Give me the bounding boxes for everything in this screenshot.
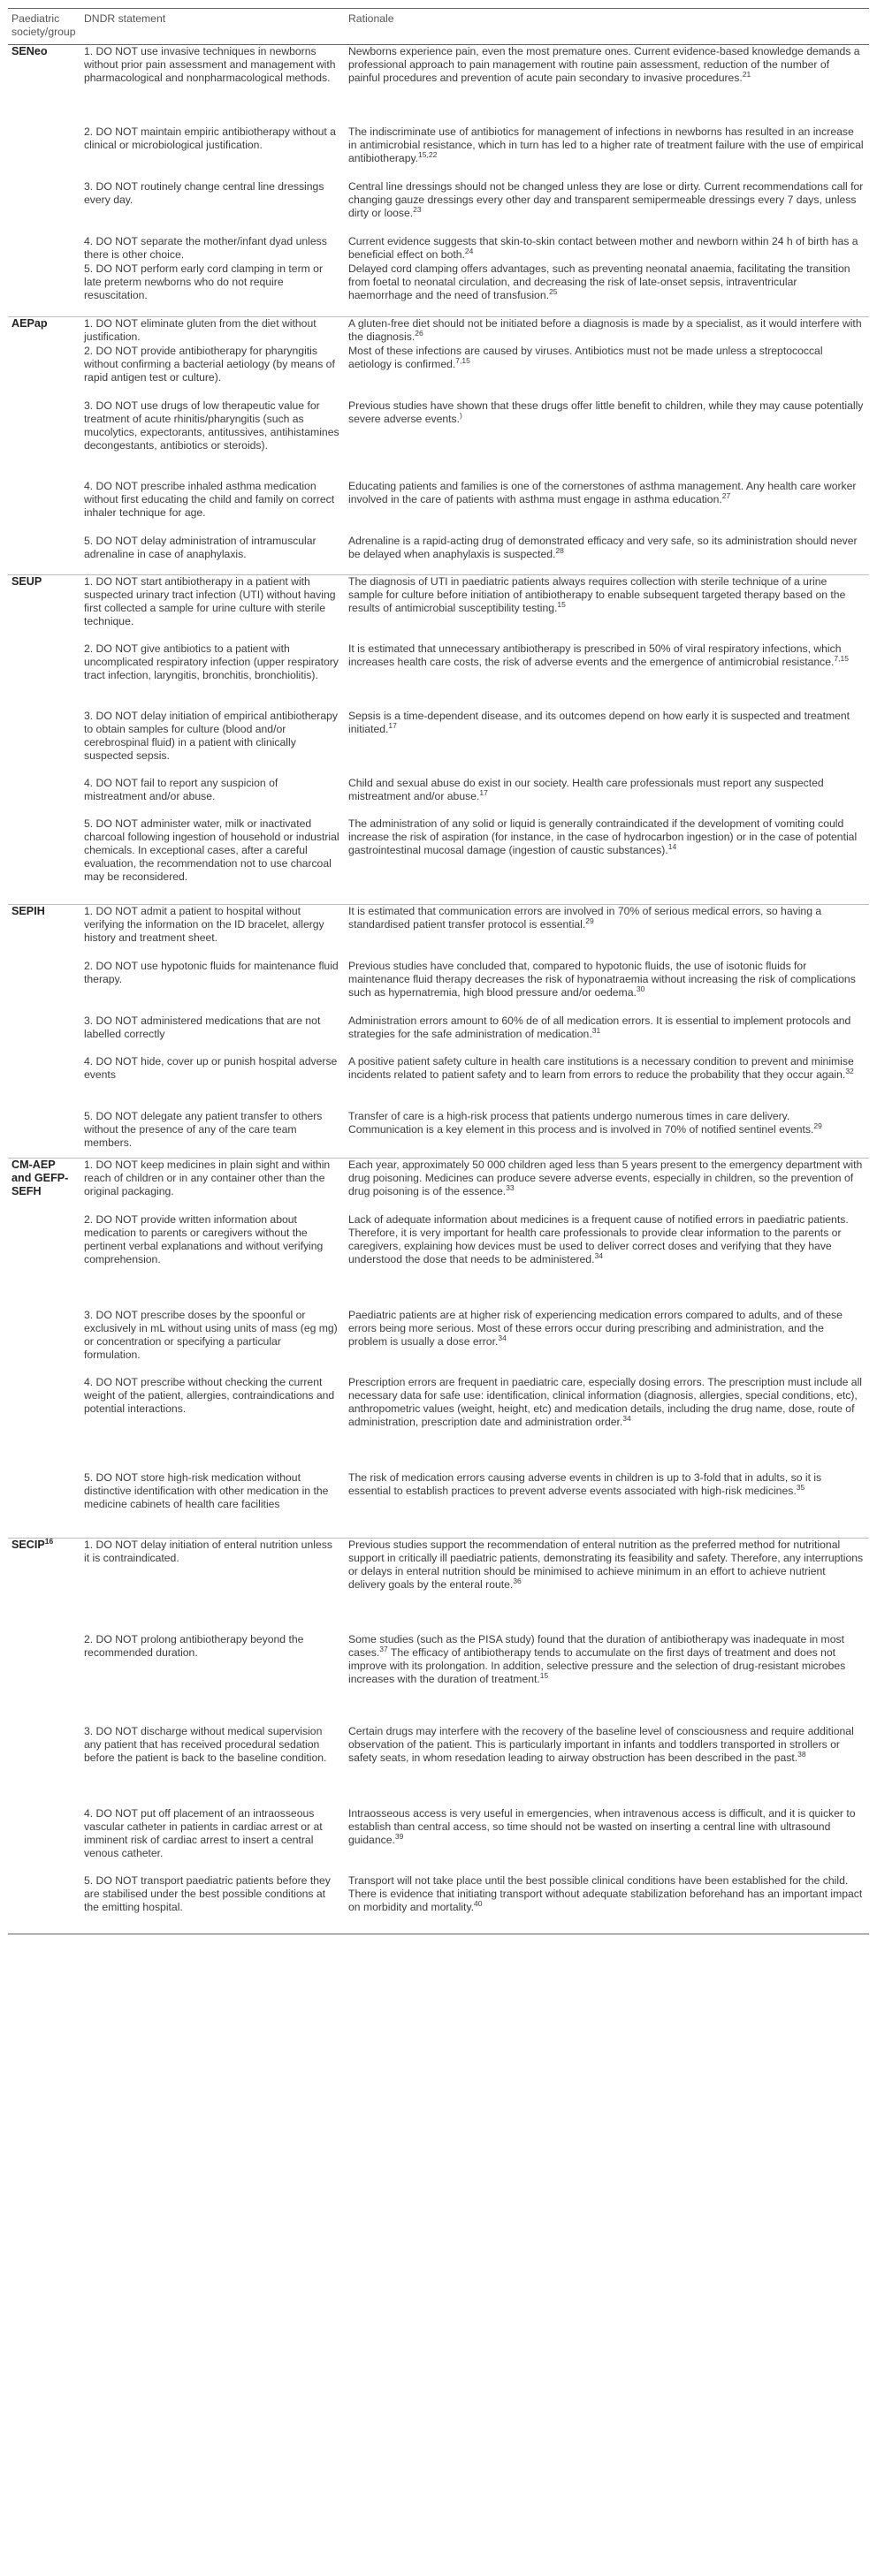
statement-text: 5. DO NOT perform early cord clamping in term or late preterm newborns who do not require resuscitation. bbox=[84, 262, 324, 301]
statement-cell bbox=[80, 777, 345, 817]
rationale-ref: 33 bbox=[506, 1183, 515, 1193]
rationale-text: Previous studies have concluded that, compared to hypotonic fluids, the use of isotonic fluids for maintenance fluid therapy decreases the risk of hyponatraemia without increasing the risk of complications such as hypernatremia, high blood pressure and/or oedema. bbox=[348, 959, 856, 999]
rationale-text: It is estimated that communication errors are involved in 70% of serious medical errors, so having a standardised patient transfer protocol is essential. bbox=[348, 905, 822, 931]
statement-text: 4. DO NOT put off placement of an intraosseous vascular catheter in patients in cardiac arrest or at imminent risk of cardiac arrest to insert a central venous catheter. bbox=[84, 1806, 323, 1859]
statement-cell bbox=[80, 399, 345, 480]
table-row bbox=[8, 1213, 869, 1309]
group-cell bbox=[8, 1014, 80, 1055]
statement-cell bbox=[80, 575, 345, 642]
table-row bbox=[8, 235, 869, 262]
group-cell bbox=[8, 817, 80, 905]
rationale-text: Adrenaline is a rapid-acting drug of demonstrated efficacy and very safe, so its administration should never be delayed when anaphylaxis is suspected. bbox=[348, 534, 858, 560]
statement-text: 4. DO NOT prescribe inhaled asthma medication without first educating the child and family on correct inhaler technique for age. bbox=[84, 479, 335, 519]
group-cell bbox=[8, 1159, 80, 1213]
table-row bbox=[8, 1539, 869, 1633]
rationale-text: The risk of medication errors causing adverse events in children is up to 3-fold that in adults, so it is essential to establish practices to prevent adverse events associated with high-risk medicines. bbox=[348, 1470, 822, 1497]
rationale-cell bbox=[345, 710, 869, 777]
table-row bbox=[8, 710, 869, 777]
statement-text: 1. DO NOT delay initiation of enteral nutrition unless it is contraindicated. bbox=[84, 1539, 332, 1565]
rationale-text: Newborns experience pain, even the most premature ones. Current evidence-based knowledge demands a professional approach to pain management with routine pain assessment, reduction of the number of painful procedures and prevention of acute pain secondary to invasive procedures. bbox=[348, 45, 860, 85]
group-cell bbox=[8, 777, 80, 817]
rationale-ref: 15,22 bbox=[418, 149, 438, 159]
group-cell bbox=[8, 1539, 80, 1633]
rationale-text: A positive patient safety culture in health care institutions is a necessary condition to prevent and minimise incidents related to patient safety and to learn from errors to reduce the probability that they occur again. bbox=[348, 1054, 854, 1081]
statement-text: 3. DO NOT administered medications that are not labelled correctly bbox=[84, 1014, 321, 1040]
group-cell bbox=[8, 642, 80, 710]
statement-text: 5. DO NOT transport paediatric patients before they are stabilised under the best possible conditions at the emitting hospital. bbox=[84, 1873, 331, 1913]
statement-text: 1. DO NOT admit a patient to hospital without verifying the information on the ID bracelet, allergy history and treatment sheet. bbox=[84, 905, 324, 945]
rationale-text: Previous studies have shown that these drugs offer little benefit to children, while they may cause potentially severe adverse events. bbox=[348, 399, 864, 425]
rationale-text: Each year, approximately 50 000 children aged less than 5 years present to the emergency department with drug poisoning. Medicines can produce severe adverse events, especially in children, so the prevention of drug poisoning is of the essence. bbox=[348, 1159, 863, 1198]
table-row bbox=[8, 1110, 869, 1159]
table-row bbox=[8, 125, 869, 180]
group-cell bbox=[8, 180, 80, 235]
statement-cell bbox=[80, 262, 345, 317]
rationale-ref: 40 bbox=[474, 1898, 483, 1908]
table-row bbox=[8, 1807, 869, 1874]
group-cell bbox=[8, 45, 80, 125]
rationale-text: Previous studies support the recommendation of enteral nutrition as the preferred method for nutritional support in critically ill paediatric patients, demonstrating its feasibility and safety. Therefore, any interruptions or delays in enteral nutrition should be minimised to achieve minimum in an effort to achieve nutrient delivery goals by the enteral route. bbox=[348, 1539, 864, 1592]
statement-text: 2. DO NOT prolong antibiotherapy beyond the recommended duration. bbox=[84, 1632, 304, 1659]
rationale-text: Delayed cord clamping offers advantages, such as preventing neonatal anaemia, facilitating the transition from foetal to neonatal circulation, and decreasing the risk of late-onset sepsis, intraventricular haemorrhage and the need of transfusion. bbox=[348, 262, 850, 301]
rationale-ref: 26 bbox=[415, 329, 423, 338]
rationale-text: Prescription errors are frequent in paediatric care, especially dosing errors. The prescription must include all necessary data for safe use: identification, clinical information (diagnosis, allergies, special conditions, etc), anthropometric values (weight, height, etc) and medication details, including the drug name, dose, route of administration, prescription date and administration order. bbox=[348, 1375, 862, 1428]
table-row bbox=[8, 317, 869, 345]
rationale-text: Certain drugs may interfere with the recovery of the baseline level of consciousness and require additional observation of the patient. This is particularly important in infants and toddlers transported in strollers or safety seats, in whom resedation leading to airway obstruction has been described in the past. bbox=[348, 1724, 854, 1764]
statement-text: 1. DO NOT eliminate gluten from the diet without justification. bbox=[84, 317, 316, 344]
rationale-text: Transport will not take place until the best possible clinical conditions have been established for the child. There is evidence that initiating transport without adequate stabilization beforehand has an important impact on morbidity and mortality. bbox=[348, 1873, 863, 1913]
statement-cell bbox=[80, 180, 345, 235]
rationale-cell bbox=[345, 1539, 869, 1633]
group-cell bbox=[8, 399, 80, 480]
table-row bbox=[8, 817, 869, 905]
group-cell bbox=[8, 1874, 80, 1934]
rationale-text: Child and sexual abuse do exist in our society. Health care professionals must report any suspected mistreatment and/or abuse. bbox=[348, 776, 824, 802]
group-name: CM-AEP and GEFP-SEFH bbox=[11, 1159, 69, 1198]
rationale-cell bbox=[345, 777, 869, 817]
rationale-ref: 36 bbox=[513, 1577, 522, 1586]
statement-text: 3. DO NOT discharge without medical supervision any patient that has received procedural sedation before the patient is back to the baseline condition. bbox=[84, 1724, 327, 1764]
rationale-ref: 32 bbox=[845, 1066, 854, 1075]
header-rationale: Rationale bbox=[345, 9, 869, 45]
statement-text: 1. DO NOT start antibiotherapy in a patient with suspected urinary tract infection (UTI) without having first collected a sample for urine culture with sterile technique. bbox=[84, 575, 336, 628]
statement-text: 1. DO NOT keep medicines in plain sight and within reach of children or in any container other than the original packaging. bbox=[84, 1159, 331, 1198]
table-row bbox=[8, 960, 869, 1014]
rationale-text: A gluten-free diet should not be initiated before a diagnosis is made by a specialist, as it would interfere with the diagnosis. bbox=[348, 317, 862, 344]
rationale-ref: 29 bbox=[813, 1121, 822, 1130]
statement-cell bbox=[80, 642, 345, 710]
group-ref: 16 bbox=[44, 1537, 54, 1546]
table-row bbox=[8, 1055, 869, 1110]
table-row bbox=[8, 1309, 869, 1376]
group-name: SEUP bbox=[11, 575, 42, 589]
table-body bbox=[8, 45, 869, 1934]
rationale-cell bbox=[345, 262, 869, 317]
statement-cell bbox=[80, 345, 345, 399]
group-cell bbox=[8, 262, 80, 317]
rationale-ref: 24 bbox=[464, 246, 474, 255]
rationale-text: Current evidence suggests that skin-to-skin contact between mother and newborn within 24 h of birth has a beneficial effect on both. bbox=[348, 234, 858, 261]
rationale-ref: 23 bbox=[413, 204, 422, 214]
statement-text: 4. DO NOT hide, cover up or punish hospital adverse events bbox=[84, 1054, 338, 1081]
rationale-ref: 15 bbox=[557, 600, 566, 610]
rationale-cell bbox=[345, 345, 869, 399]
statement-cell bbox=[80, 1309, 345, 1376]
rationale-cell bbox=[345, 817, 869, 905]
group-cell bbox=[8, 480, 80, 535]
statement-cell bbox=[80, 905, 345, 960]
rationale-cell bbox=[345, 180, 869, 235]
rationale-text: The diagnosis of UTI in paediatric patients always requires collection with sterile technique of a urine sample for culture before initiation of antibiotherapy to enable subsequent targeted therapy based on the results of antimicrobial susceptibility testing. bbox=[348, 575, 846, 615]
header-statement: DNDR statement bbox=[80, 9, 345, 45]
rationale-cell bbox=[345, 1014, 869, 1055]
group-cell bbox=[8, 1309, 80, 1376]
group-cell bbox=[8, 345, 80, 399]
rationale-ref: ) bbox=[460, 410, 462, 420]
statement-text: 3. DO NOT prescribe doses by the spoonful or exclusively in mL without using units of mass (eg mg) or concentration or specifying a particular formulation. bbox=[84, 1308, 338, 1361]
table-row bbox=[8, 1725, 869, 1807]
statement-cell bbox=[80, 480, 345, 535]
rationale-text: Intraosseous access is very useful in emergencies, when intravenous access is difficult, and it is quicker to establish than central access, so time should not be wasted on inserting a central line with ultrasound guidance. bbox=[348, 1806, 856, 1846]
rationale-ref: 31 bbox=[591, 1025, 601, 1035]
rationale-text: Administration errors amount to 60% de of all medication errors. It is essential to implement protocols and strategies for the safe administration of medication. bbox=[348, 1014, 851, 1040]
group-cell bbox=[8, 1055, 80, 1110]
group-cell bbox=[8, 1725, 80, 1807]
rationale-cell bbox=[345, 1725, 869, 1807]
table-row bbox=[8, 1633, 869, 1725]
table-row bbox=[8, 642, 869, 710]
rationale-text: Most of these infections are caused by viruses. Antibiotics must not be made unless a streptococcal aetiology is confirmed. bbox=[348, 344, 823, 370]
rationale-text: Paediatric patients are at higher risk of experiencing medication errors compared to adults, and of these errors being more serious. Most of these errors occur during prescribing and administration, and the problem is usually a dose error. bbox=[348, 1308, 843, 1348]
rationale-ref: 28 bbox=[555, 545, 564, 555]
statement-cell bbox=[80, 1725, 345, 1807]
rationale-cell bbox=[345, 575, 869, 642]
rationale-cell bbox=[345, 45, 869, 125]
statement-text: 1. DO NOT use invasive techniques in newborns without prior pain assessment and management with pharmacological and nonpharmacological methods. bbox=[84, 45, 336, 85]
statement-cell bbox=[80, 960, 345, 1014]
statement-text: 2. DO NOT give antibiotics to a patient with uncomplicated respiratory infection (upper respiratory tract infection, laryngitis, bronchitis, bronchiolitis). bbox=[84, 642, 339, 681]
rationale-text: Educating patients and families is one of the cornerstones of asthma management. Any health care worker involved in the care of patients with asthma must engage in asthma education. bbox=[348, 479, 857, 505]
statement-text: 5. DO NOT delay administration of intramuscular adrenaline in case of anaphylaxis. bbox=[84, 534, 316, 560]
rationale-cell bbox=[345, 480, 869, 535]
statement-cell bbox=[80, 710, 345, 777]
rationale-text: The administration of any solid or liquid is generally contraindicated if the development of vomiting could increase the risk of aspiration (for instance, in the case of hydrocarbon ingestion) or in the case of potential gastrointestinal mucosal damage (ingestion of caustic substances). bbox=[348, 817, 858, 856]
statement-cell bbox=[80, 1055, 345, 1110]
group-cell bbox=[8, 1213, 80, 1309]
table-row bbox=[8, 575, 869, 642]
group-cell bbox=[8, 1633, 80, 1725]
dndr-table bbox=[8, 8, 869, 1934]
table-row bbox=[8, 262, 869, 317]
rationale-ref: 21 bbox=[742, 70, 751, 80]
rationale-cell bbox=[345, 317, 869, 345]
statement-cell bbox=[80, 125, 345, 180]
rationale-ref: 29 bbox=[585, 916, 594, 926]
statement-cell bbox=[80, 45, 345, 125]
table-row bbox=[8, 1874, 869, 1934]
rationale-text: Transfer of care is a high-risk process that patients undergo numerous times in care delivery. Communication is a key element in this process and is involved in 70% of notified sentinel events. bbox=[348, 1109, 814, 1136]
rationale-ref: 15 bbox=[539, 1670, 549, 1680]
rationale-cell bbox=[345, 1110, 869, 1159]
group-cell bbox=[8, 1376, 80, 1471]
group-cell bbox=[8, 575, 80, 642]
rationale-ref: 25 bbox=[548, 286, 558, 296]
rationale-cell bbox=[345, 642, 869, 710]
rationale-ref: 7,15 bbox=[834, 653, 849, 663]
header-group: Paediatric society/group bbox=[8, 9, 80, 45]
rationale-ref: 38 bbox=[797, 1749, 806, 1759]
table-row bbox=[8, 480, 869, 535]
rationale-text: Lack of adequate information about medicines is a frequent cause of notified errors in paediatric patients. Therefore, it is very important for health care professionals to provide clear information to the parents or caregivers, explaining how devices must be used to deliver correct doses and verifying that they have understood the dose that needs to be administered. bbox=[348, 1212, 849, 1265]
rationale-cell bbox=[345, 1874, 869, 1934]
statement-cell bbox=[80, 1633, 345, 1725]
group-cell bbox=[8, 710, 80, 777]
group-cell bbox=[8, 235, 80, 262]
rationale-ref: 17 bbox=[479, 787, 488, 797]
statement-text: 2. DO NOT maintain empiric antibiotherapy without a clinical or microbiological justification. bbox=[84, 125, 336, 151]
group-cell bbox=[8, 535, 80, 575]
rationale-cell bbox=[345, 1055, 869, 1110]
group-name: SEPIH bbox=[11, 905, 45, 918]
statement-cell bbox=[80, 1159, 345, 1213]
table-row bbox=[8, 1159, 869, 1213]
rationale-cell bbox=[345, 1159, 869, 1213]
group-cell bbox=[8, 960, 80, 1014]
statement-cell bbox=[80, 1376, 345, 1471]
statement-text: 4. DO NOT separate the mother/infant dyad unless there is other choice. bbox=[84, 234, 327, 261]
rationale-text: Central line dressings should not be changed unless they are lose or dirty. Current recommendations call for changing gauze dressings every other day and transparent semipermeable dressings every 7 days, unless dirty or loose. bbox=[348, 179, 864, 219]
statement-text: 5. DO NOT delegate any patient transfer to others without the presence of any of the care team members. bbox=[84, 1109, 323, 1149]
rationale-cell bbox=[345, 1309, 869, 1376]
rationale-cell bbox=[345, 960, 869, 1014]
rationale-cell bbox=[345, 235, 869, 262]
statement-text: 3. DO NOT use drugs of low therapeutic value for treatment of acute rhinitis/pharyngitis (such as mucolytics, expectorants, antitussives, antihistamines decongestants, antibiotics or steroids). bbox=[84, 399, 339, 452]
table-row bbox=[8, 1376, 869, 1471]
group-cell bbox=[8, 125, 80, 180]
rationale-ref: 30 bbox=[636, 984, 645, 993]
statement-cell bbox=[80, 1014, 345, 1055]
statement-text: 2. DO NOT provide antibiotherapy for pharyngitis without confirming a bacterial aetiology (by means of rapid antigen test or culture). bbox=[84, 344, 335, 384]
statement-text: 2. DO NOT provide written information about medication to parents or caregivers without the pertinent verbal explanations and without verifying comprehension. bbox=[84, 1212, 324, 1265]
statement-text: 3. DO NOT routinely change central line dressings every day. bbox=[84, 179, 324, 206]
rationale-cell bbox=[345, 1633, 869, 1725]
group-name: SENeo bbox=[11, 45, 48, 58]
group-cell bbox=[8, 1110, 80, 1159]
statement-text: 4. DO NOT fail to report any suspicion of mistreatment and/or abuse. bbox=[84, 776, 278, 802]
table-row bbox=[8, 399, 869, 480]
statement-text: 3. DO NOT delay initiation of empirical antibiotherapy to obtain samples for culture (blood and/or cerebrospinal fluid) in a patient with clinically suspected sepsis. bbox=[84, 709, 338, 762]
group-name: AEPap bbox=[11, 317, 48, 331]
rationale-ref: 7,15 bbox=[455, 355, 470, 365]
rationale-cell bbox=[345, 1807, 869, 1874]
rationale-cell bbox=[345, 125, 869, 180]
group-name: SECIP bbox=[11, 1539, 45, 1552]
group-cell bbox=[8, 905, 80, 960]
statement-cell bbox=[80, 1213, 345, 1309]
table-row bbox=[8, 45, 869, 125]
group-cell bbox=[8, 1807, 80, 1874]
rationale-text: Sepsis is a time-dependent disease, and its outcomes depend on how early it is suspected and treatment initiated. bbox=[348, 709, 850, 735]
rationale-cell bbox=[345, 905, 869, 960]
rationale-cell bbox=[345, 535, 869, 575]
rationale-ref: 34 bbox=[622, 1413, 631, 1423]
group-cell bbox=[8, 317, 80, 345]
rationale-ref: 39 bbox=[394, 1831, 404, 1841]
statement-cell bbox=[80, 1807, 345, 1874]
statement-text: 5. DO NOT administer water, milk or inactivated charcoal following ingestion of household or industrial chemicals. In exceptional cases, after a careful evaluation, the recommendation not to use charcoal may be reconsidered. bbox=[84, 817, 339, 884]
statement-cell bbox=[80, 1110, 345, 1159]
table-row bbox=[8, 345, 869, 399]
statement-cell bbox=[80, 1471, 345, 1539]
rationale-cell bbox=[345, 1471, 869, 1539]
table-row bbox=[8, 777, 869, 817]
rationale-cell bbox=[345, 1376, 869, 1471]
table-row bbox=[8, 535, 869, 575]
statement-cell bbox=[80, 535, 345, 575]
statement-cell bbox=[80, 1539, 345, 1633]
group-cell bbox=[8, 1471, 80, 1539]
statement-text: 5. DO NOT store high-risk medication without distinctive identification with other medication in the medicine cabinets of health care facilities bbox=[84, 1470, 329, 1510]
rationale-text: It is estimated that unnecessary antibiotherapy is prescribed in 50% of viral respiratory infections, which increases health care costs, the risk of adverse events and the emergence of antimicrobial resistance. bbox=[348, 642, 842, 668]
rationale-mid-ref: 37 bbox=[379, 1644, 388, 1653]
table-row bbox=[8, 180, 869, 235]
rationale-cell bbox=[345, 399, 869, 480]
rationale-text: The indiscriminate use of antibiotics for management of infections in newborns has resulted in an increase in antimicrobial resistance, which in turn has led to a higher rate of treatment failure with the use of empirical antibiotherapy. bbox=[348, 125, 864, 164]
rationale-text: Some studies (such as the PISA study) found that the duration of antibiotherapy was inadequate in most cases. bbox=[348, 1632, 844, 1659]
rationale-cell bbox=[345, 1213, 869, 1309]
rationale-ref: 17 bbox=[388, 720, 397, 730]
rationale-text-continued: The efficacy of antibiotherapy tends to accumulate on the first days of treatment and does not improve with its prolongation. In addition, selective pressure and the selection of drug-resistant microbes increases with the duration of treatment. bbox=[348, 1645, 846, 1685]
table-row bbox=[8, 1014, 869, 1055]
rationale-ref: 34 bbox=[498, 1333, 507, 1342]
statement-cell bbox=[80, 1874, 345, 1934]
statement-text: 2. DO NOT use hypotonic fluids for maintenance fluid therapy. bbox=[84, 959, 339, 985]
rationale-ref: 14 bbox=[667, 841, 677, 851]
rationale-ref: 27 bbox=[721, 490, 731, 500]
table-header-row bbox=[8, 9, 869, 45]
statement-text: 4. DO NOT prescribe without checking the current weight of the patient, allergies, contraindications and potential interactions. bbox=[84, 1375, 335, 1415]
table-row bbox=[8, 1471, 869, 1539]
rationale-ref: 35 bbox=[796, 1482, 805, 1492]
statement-cell bbox=[80, 817, 345, 905]
statement-cell bbox=[80, 235, 345, 262]
rationale-ref: 34 bbox=[594, 1250, 603, 1260]
table-row bbox=[8, 905, 869, 960]
statement-cell bbox=[80, 317, 345, 345]
